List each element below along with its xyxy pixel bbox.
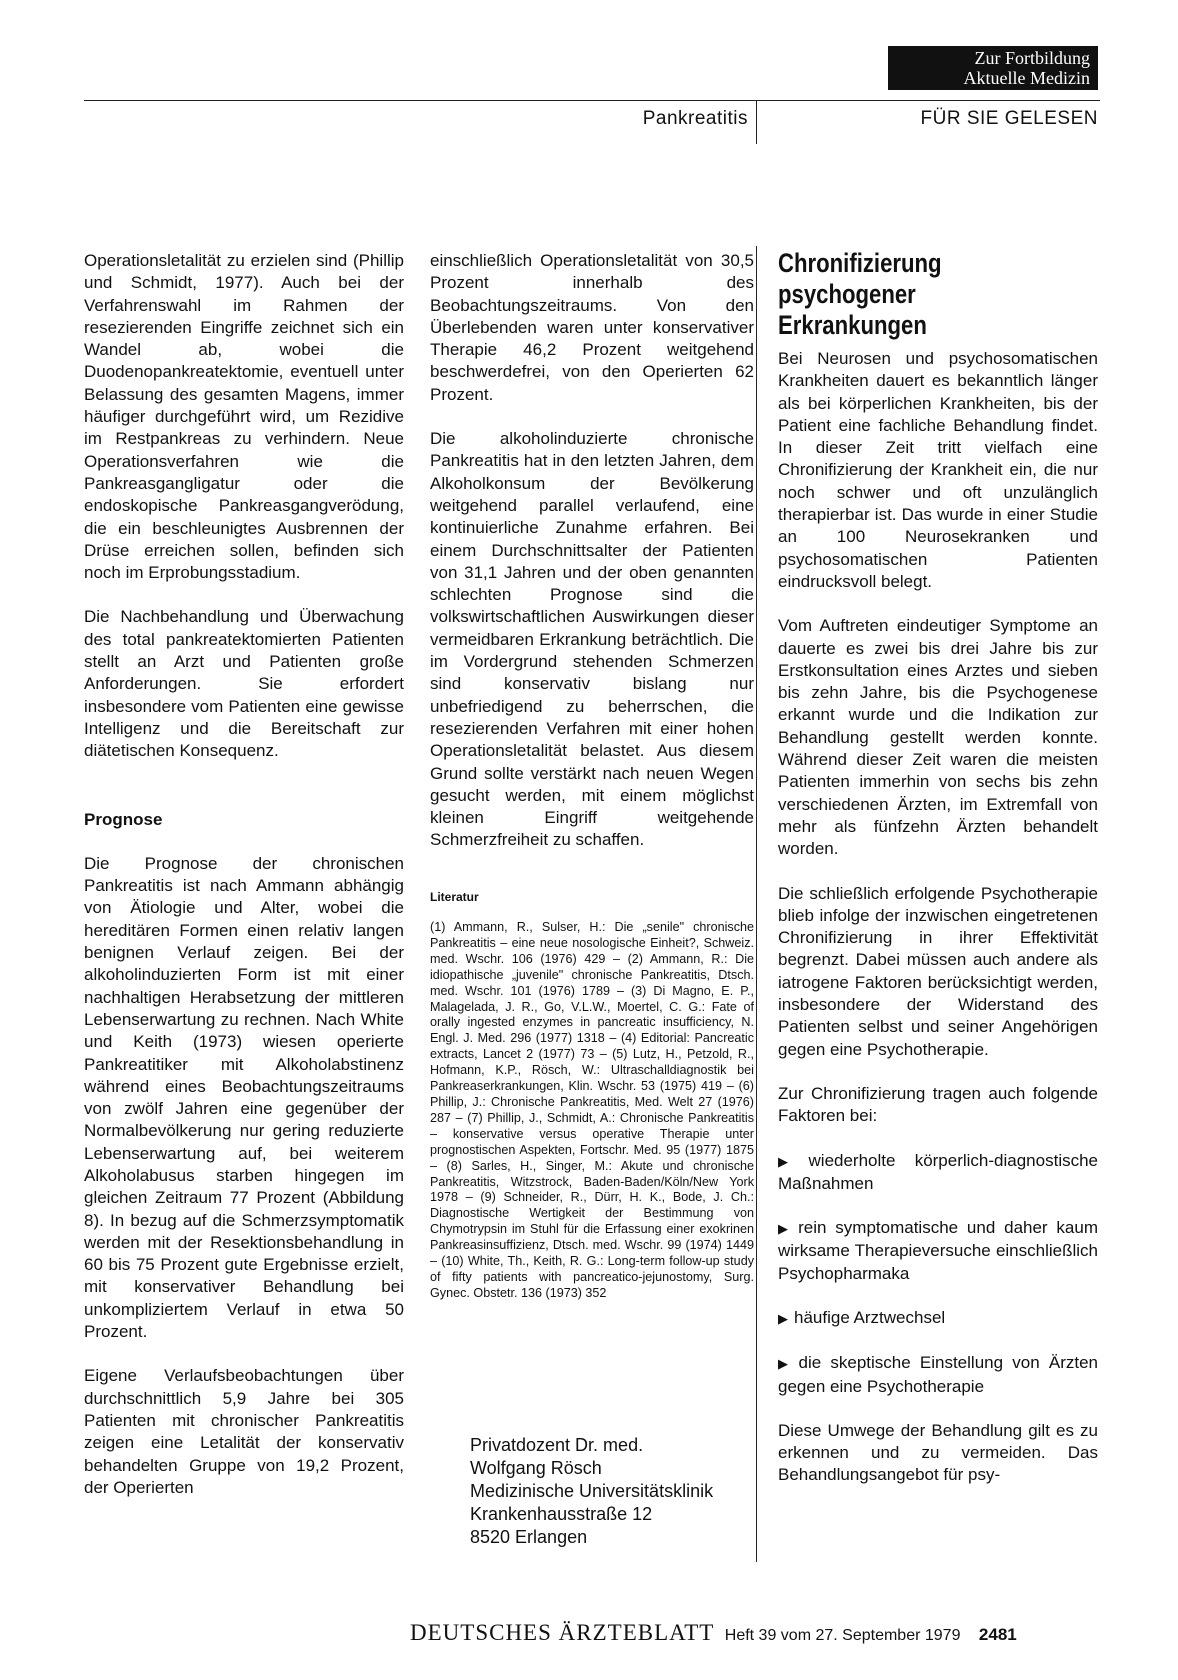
author-line: Privatdozent Dr. med. xyxy=(470,1435,644,1455)
header-column-divider xyxy=(756,100,757,144)
bullet-item xyxy=(778,1352,1098,1398)
bullet-text: häufige Arztwechsel xyxy=(794,1307,946,1327)
bullet-text: die skeptische Einstellung von Ärzten gegen eine Psychotherapie xyxy=(778,1353,1099,1396)
paragraph: Die schließlich erfolgende Psychotherapie blieb infolge der inzwischen eingetretenen Chronifizierung in ihrer Effektivität begrenzt. Dabei müssen auch andere als iatrogene Faktoren berücksichtigt werden, insbesondere der Widerstand des Patienten selbst und seiner Angehörigen gegen eine Psychotherapie. xyxy=(778,883,1098,1059)
paragraph: Die Prognose der chronischen Pankreatitis ist nach Ammann abhängig von Ätiologie und Alter, wobei die hereditären Formen einen relativ langen benignen Verlauf zeigen. Bei der alkoholinduzierten Form ist mit einer nachhaltigen Herabsetzung der mittleren Lebenserwartung zu rechnen. Nach White und Keith (1973) wiesen operierte Pankreatitiker mit Alkoholabstinenz während eines Beobachtungszeitraums von zwölf Jahren eine gegenüber der Normalbevölkerung nur gering reduzierte Lebenserwartung auf, bei weiterem Alkoholabusus starben hingegen im gleichen Zeitraum 77 Prozent (Abbildung 8). In bezug auf die Schmerzsymptomatik werden mit der Resektionsbehandlung in 60 bis 75 Prozent gute Ergebnisse erzielt, mit konservativer Behandlung bei unkompliziertem Verlauf in etwa 50 Prozent. xyxy=(84,853,404,1342)
badge-line-1: Zur Fortbildung xyxy=(974,48,1090,68)
paragraph: Bei Neurosen und psychosomatischen Krankheiten dauert es bekanntlich länger als bei körperlichen Krankheiten, bis der Patient eine fachliche Behandlung findet. In dieser Zeit tritt vielfach eine Chronifizierung der Krankheit ein, die nur noch schwer und oft unzulänglich therapierbar ist. Das wurde in einer Studie an 100 Neurosekranken und psychosomatischen Patienten eindrucksvoll belegt. xyxy=(778,349,1098,591)
article-column-3 xyxy=(778,348,1098,1509)
paragraph: Diese Umwege der Behandlung gilt es zu erkennen und zu vermeiden. Das Behandlungsangebot für psy- xyxy=(778,1420,1098,1485)
author-line: 8520 Erlangen xyxy=(470,1527,588,1547)
paragraph: einschließlich Operationsletalität von 30,5 Prozent innerhalb des Beobachtungszeitraums. Von den Überlebenden waren unter konservativer Therapie 46,2 Prozent weitgehend beschwerdefrei, von den Operierten 62 Prozent. xyxy=(430,251,754,404)
article-column-2 xyxy=(430,250,754,1302)
paragraph: Eigene Verlaufsbeobachtungen über durchschnittlich 5,9 Jahre bei 305 Patienten mit chronischer Pankreatitis zeigen eine Letalität der konservativ behandelten Gruppe von 19,2 Prozent, der Operierten xyxy=(84,1366,404,1497)
column-divider xyxy=(756,246,757,1562)
bullet-item xyxy=(778,1217,1098,1285)
author-line: Krankenhausstraße 12 xyxy=(470,1504,653,1524)
article-heading: Chronifizierung psychogener Erkrankungen xyxy=(778,248,942,340)
page-footer xyxy=(410,1620,1100,1650)
bullet-item xyxy=(778,1150,1098,1196)
bullet-text: wiederholte körperlich-diagnostische Maßnahmen xyxy=(778,1150,1099,1193)
paragraph: Vom Auftreten eindeutiger Symptome an dauerte es zwei bis drei Jahre bis zur Erstkonsultation eines Arztes und sieben bis zehn Jahre, bis die Psychogenese erkannt wurde und die Indikation zur Behandlung gestellt werden konnte. Während dieser Zeit waren die meisten Patienten immerhin von sechs bis zehn verschiedenen Ärzten, im Extremfall von mehr als fünfzehn Ärzten behandelt worden. xyxy=(778,616,1098,859)
author-address xyxy=(470,1434,713,1549)
paragraph: Operationsletalität zu erzielen sind (Phillip und Schmidt, 1977). Auch bei der Verfahrenswahl im Rahmen der resezierenden Eingriffe zeichnet sich ein Wandel ab, wobei die Duodenopankreatektomie, eventuell unter Belassung des gesamten Magens, immer häufiger durchgeführt wird, um Rezidive im Restpankreas zu verhindern. Neue Operationsverfahren wie die Pankreasgangligatur oder die endoskopische Pankreasgangverödung, die ein beschleunigtes Ausbrennen der Drüse erreichen sollen, befinden sich noch im Erprobungsstadium. xyxy=(84,251,404,583)
page-number: 2481 xyxy=(978,1625,1017,1644)
journal-name: DEUTSCHES ÄRZTEBLATT xyxy=(410,1620,715,1645)
paragraph: Zur Chronifizierung tragen auch folgende Faktoren bei: xyxy=(778,1083,1098,1126)
triangle-bullet-icon: ▶ xyxy=(778,1153,803,1169)
section-title-left: Pankreatitis xyxy=(642,108,748,129)
triangle-bullet-icon: ▶ xyxy=(778,1356,793,1372)
triangle-bullet-icon: ▶ xyxy=(778,1221,793,1237)
author-line: Medizinische Universitätsklinik xyxy=(470,1481,714,1501)
badge-line-2: Aktuelle Medizin xyxy=(963,68,1090,88)
author-line: Wolfgang Rösch xyxy=(470,1458,602,1478)
bullet-item xyxy=(778,1307,1098,1330)
article-column-1 xyxy=(84,250,404,1521)
issue-info: Heft 39 vom 27. September 1979 xyxy=(724,1627,961,1644)
references-heading: Literatur xyxy=(430,889,479,904)
header-rule xyxy=(84,100,1100,101)
bullet-text: rein symptomatische und daher kaum wirksame Therapieversuche einschließlich Psychopharmaka xyxy=(778,1218,1098,1283)
section-title-right: FÜR SIE GELESEN xyxy=(920,108,1098,129)
paragraph: Die Nachbehandlung und Überwachung des total pankreatektomierten Patienten stellt an Arzt und Patienten große Anforderungen. Sie erfordert insbesondere vom Patienten eine gewisse Intelligenz und die Bereitschaft zur diätetischen Konsequenz. xyxy=(84,607,404,761)
paragraph: Die alkoholinduzierte chronische Pankreatitis hat in den letzten Jahren, dem Alkoholkonsum der Bevölkerung weitgehend parallel verlaufend, eine kontinuierliche Zunahme erfahren. Bei einem Durchschnittsalter der Patienten von 31,1 Jahren und der oben genannten schlechten Prognose sind die volkswirtschaftlichen Auswirkungen dieser vermeidbaren Erkrankung beträchtlich. Die im Vordergrund stehenden Schmerzen sind konservativ bislang nur unbefriedigend zu beherrschen, die resezierenden Verfahren mit einer hohen Operationsletalität belastet. Aus diesem Grund sollte verstärkt nach neuen Wegen gesucht werden, mit einem möglichst kleinen Eingriff weitgehende Schmerzfreiheit zu schaffen. xyxy=(430,429,754,850)
subheading-prognose: Prognose xyxy=(84,809,163,829)
references-list: (1) Ammann, R., Sulser, H.: Die „senile" chronische Pankreatitis – eine neue nosologische Einheit?, Schweiz. med. Wschr. 106 (1976) 429 – (2) Ammann, R.: Die idiopathische „juvenile" chronische Pankreatitis, Dtsch. med. Wschr. 101 (1976) 1789 – (3) Di Magno, E. P., Malagelada, J. R., Go, V.L.W., Moertel, C. G.: Fate of orally ingested enzymes in pancreatic insufficiency, N. Engl. J. Med. 296 (1977) 1318 – (4) Editorial: Pancreatic extracts, Lancet 2 (1977) 73 – (5) Lutz, H., Petzold, R., Hofmann, K.P., Rösch, W.: Ultraschalldiagnostik bei Pankreaserkrankungen, Klin. Wschr. 53 (1975) 419 – (6) Phillip, J.: Chronische Pankreatitis, Med. Welt 27 (1976) 287 – (7) Phillip, J., Schmidt, A.: Chronische Pankreatitis – konservative versus operative Therapie unter prognostischen Aspekten, Fortschr. Med. 95 (1977) 1875 – (8) Sarles, H., Singer, M.: Akute und chronische Pankreatitis, Witzstrock, Baden-Baden/Köln/New York 1978 – (9) Schneider, R., Dürr, H. K., Bode, J. Ch.: Diagnostische Wertigkeit der Bestimmung von Chymotrypsin im Stuhl für die Erfassung einer exokrinen Pankreasinsuffizienz, Dtsch. med. Wschr. 99 (1974) 1449 – (10) White, Th., Keith, R. G.: Long-term follow-up study of fifty patients with pancreatico-jejunostomy, Surg. Gynec. Obstetr. 136 (1973) 352 xyxy=(430,920,754,1300)
triangle-bullet-icon: ▶ xyxy=(778,1310,788,1326)
category-badge xyxy=(888,46,1098,90)
